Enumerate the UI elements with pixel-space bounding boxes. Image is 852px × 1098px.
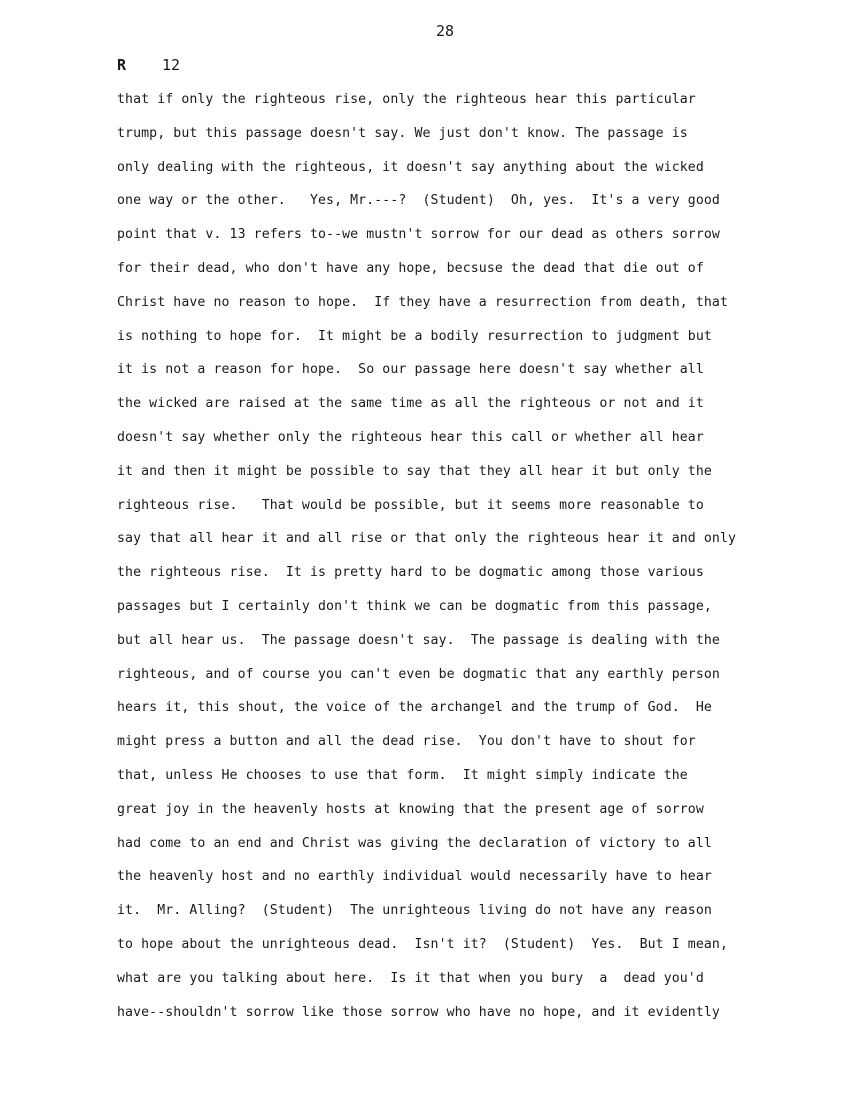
text-line: trump, but this passage doesn't say. We just don't know. The passage is	[117, 125, 688, 141]
text-line: the wicked are raised at the same time as all the righteous or not and it	[117, 396, 704, 412]
text-line: Christ have no reason to hope. If they have a resurrection from death, that	[117, 294, 729, 310]
text-line: say that all hear it and all rise or that only the righteous hear it and only	[117, 531, 737, 547]
text-line: but all hear us. The passage doesn't say. The passage is dealing with the	[117, 632, 720, 648]
text-line: only dealing with the righteous, it doesn't say anything about the wicked	[117, 159, 704, 175]
text-line: great joy in the heavenly hosts at knowing that the present age of sorrow	[117, 801, 704, 817]
text-line: that if only the righteous rise, only the righteous hear this particular	[117, 92, 696, 107]
text-line: righteous rise. That would be possible, but it seems more reasonable to	[117, 497, 704, 513]
section-number: 12	[162, 56, 181, 74]
text-line: have--shouldn't sorrow like those sorrow who have no hope, and it evidently	[117, 1004, 720, 1020]
text-line: the righteous rise. It is pretty hard to be dogmatic among those various	[117, 565, 704, 581]
text-line: to hope about the unrighteous dead. Isn't it? (Student) Yes. But I mean,	[117, 936, 729, 952]
transcript-body	[117, 88, 817, 1034]
text-line: righteous, and of course you can't even be dogmatic that any earthly person	[117, 666, 720, 682]
text-line: for their dead, who don't have any hope, becsuse the dead that die out of	[117, 260, 704, 276]
text-line: one way or the other. Yes, Mr.---? (Student) Oh, yes. It's a very good	[117, 193, 720, 209]
text-line: that, unless He chooses to use that form. It might simply indicate the	[117, 767, 688, 783]
text-line: it and then it might be possible to say that they all hear it but only the	[117, 463, 712, 479]
section-label	[117, 56, 180, 74]
text-line: had come to an end and Christ was giving the declaration of victory to all	[117, 835, 712, 851]
page-number: 28	[436, 22, 455, 40]
text-line: hears it, this shout, the voice of the archangel and the trump of God. He	[117, 700, 712, 716]
text-line: it is not a reason for hope. So our passage here doesn't say whether all	[117, 362, 704, 378]
text-line: might press a button and all the dead rise. You don't have to shout for	[117, 734, 696, 750]
text-line: is nothing to hope for. It might be a bodily resurrection to judgment but	[117, 328, 712, 344]
section-letter: R	[117, 56, 127, 74]
text-line: it. Mr. Alling? (Student) The unrighteous living do not have any reason	[117, 903, 712, 919]
text-line: point that v. 13 refers to--we mustn't sorrow for our dead as others sorrow	[117, 227, 720, 243]
text-line: doesn't say whether only the righteous hear this call or whether all hear	[117, 429, 704, 445]
text-line: what are you talking about here. Is it that when you bury a dead you'd	[117, 970, 704, 986]
text-line: passages but I certainly don't think we can be dogmatic from this passage,	[117, 598, 712, 614]
text-line: the heavenly host and no earthly individual would necessarily have to hear	[117, 869, 712, 885]
